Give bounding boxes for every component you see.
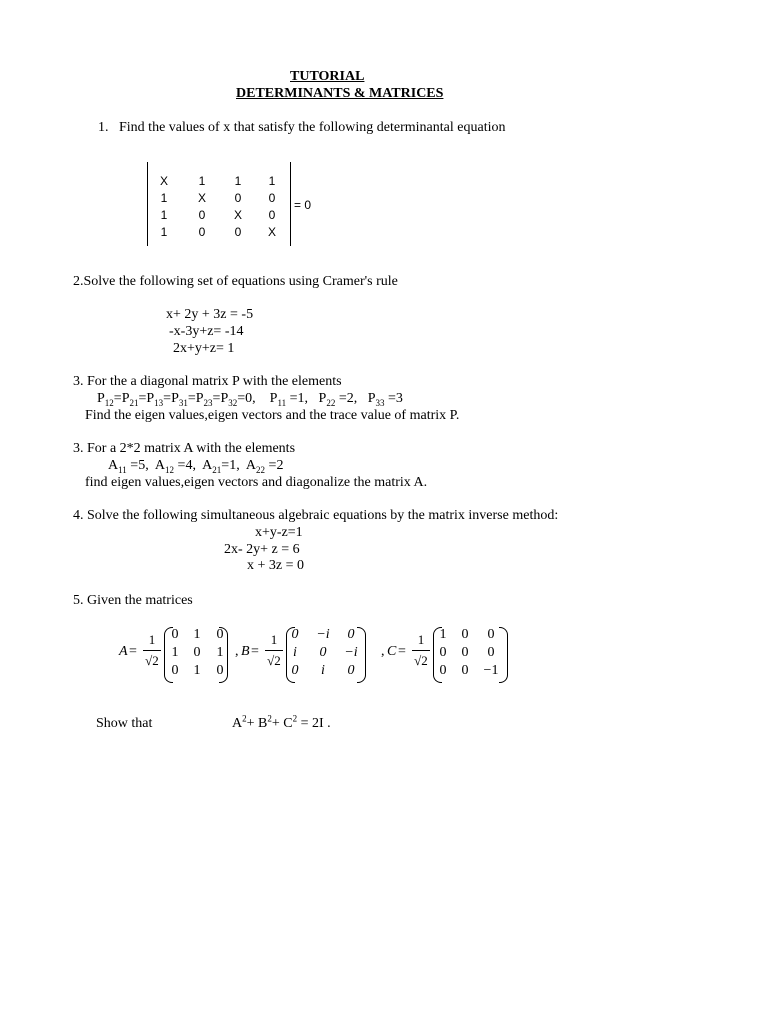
matrix-b <box>235 626 370 682</box>
matrix-cell: −i <box>316 627 330 642</box>
q3a-p11: =1, <box>289 391 309 406</box>
q3b-a22: =2 <box>268 458 284 473</box>
fraction-bar <box>143 650 161 651</box>
q4-text: 4. Solve the following simultaneous algebraic equations by the matrix inverse method: <box>73 508 559 523</box>
matrix-cell: 1 <box>439 627 447 642</box>
matrix-cell: 0 <box>216 663 224 678</box>
q3b-a11: =5, <box>130 458 149 473</box>
matrix-cell: 0 <box>171 627 179 642</box>
det-cell: 0 <box>198 225 206 239</box>
matrix-cell: 0 <box>291 663 299 678</box>
q3a-elements: $P_{12}=P_{21}=P_{13}=P_{31}=P_{23}=P_{32}=0$, $P_{11} =1$, $P_{22} =2$, $P_{33} =3$ <box>97 391 403 408</box>
right-paren <box>219 627 228 683</box>
q1-number: 1. <box>98 120 109 135</box>
det-cell: 0 <box>198 208 206 222</box>
q3b-task: find eigen values,eigen vectors and diagonalize the matrix A. <box>85 475 428 490</box>
comma: , <box>235 644 239 659</box>
det-row <box>148 207 290 223</box>
det-cell: 1 <box>160 191 168 205</box>
det-cell: X <box>159 174 168 188</box>
matrix-cell: 1 <box>171 645 179 660</box>
det-cell: X <box>233 208 242 222</box>
q4-eq2: 2x- 2y+ z = 6 <box>224 542 300 557</box>
fraction-denominator: √2 <box>267 653 281 668</box>
matrix-cell: 0 <box>461 663 469 678</box>
matrix-a <box>119 626 229 682</box>
matrix-b-label: B <box>241 644 250 659</box>
matrix-cell: 1 <box>193 663 201 678</box>
matrix-a-label: A <box>119 644 128 659</box>
q3a-p22: =2, <box>338 391 358 406</box>
fraction-denominator: √2 <box>145 653 159 668</box>
det-cell: X <box>267 225 276 239</box>
matrix-cell: 0 <box>487 627 495 642</box>
matrix-cell: 0 <box>347 663 355 678</box>
q2-eq3: 2x+y+z= 1 <box>173 341 235 356</box>
matrix-cell: 0 <box>487 645 495 660</box>
q5-show-label: Show that <box>96 716 153 731</box>
fraction-bar <box>265 650 283 651</box>
matrix-cell: i <box>321 663 325 678</box>
matrix-cell: 1 <box>193 627 201 642</box>
matrix-cell: 0 <box>439 663 447 678</box>
q1-determinant <box>147 162 291 246</box>
q5-identity: $A^2+ B^2+ C^2 = 2I$ . <box>232 713 331 731</box>
matrix-cell: 0 <box>216 627 224 642</box>
matrix-c-label: C <box>387 644 397 659</box>
fraction-numerator: 1 <box>270 632 278 647</box>
matrix-cell: 0 <box>461 627 469 642</box>
matrix-cell: 0 <box>461 645 469 660</box>
matrix-cell: 0 <box>193 645 201 660</box>
matrix-cell: 0 <box>319 645 327 660</box>
tutorial-title: TUTORIAL <box>290 69 365 84</box>
fraction-bar <box>412 650 430 651</box>
det-cell: 1 <box>160 208 168 222</box>
det-row <box>148 224 290 240</box>
matrix-cell: 0 <box>291 627 299 642</box>
q3a-p33: =3 <box>388 391 403 406</box>
q3b-text: 3. For a 2*2 matrix A with the elements <box>73 441 296 456</box>
det-cell: X <box>197 191 206 205</box>
det-cell: 1 <box>198 174 206 188</box>
matrix-cell: 0 <box>171 663 179 678</box>
q3b-elements: $A_{11} =5$, $A_{12} =4$, $A_{21}=1$, $A_{22} =2$ <box>108 458 284 475</box>
equals-sign: = <box>251 644 259 659</box>
tutorial-subtitle: DETERMINANTS & MATRICES <box>236 86 444 101</box>
q3a-text: 3. For the a diagonal matrix P with the elements <box>73 374 342 389</box>
q5-text: 5. Given the matrices <box>73 593 193 608</box>
fraction-numerator: 1 <box>417 632 425 647</box>
q1-equals-zero: = 0 <box>294 198 312 212</box>
matrix-cell: i <box>293 645 297 660</box>
right-paren <box>499 627 508 683</box>
det-cell: 0 <box>234 225 242 239</box>
q2-text: 2.Solve the following set of equations using Cramer's rule <box>73 274 398 289</box>
det-cell: 1 <box>268 174 276 188</box>
det-cell: 0 <box>268 208 276 222</box>
matrix-c <box>381 626 511 682</box>
det-cell: 0 <box>268 191 276 205</box>
equals-sign: = <box>398 644 406 659</box>
q4-eq1: x+y-z=1 <box>255 525 303 540</box>
right-paren <box>357 627 366 683</box>
fraction-numerator: 1 <box>148 632 156 647</box>
q3b-a21: =1, <box>221 458 240 473</box>
q1-text: Find the values of x that satisfy the following determinantal equation <box>119 120 506 135</box>
det-cell: 1 <box>160 225 168 239</box>
q3a-task: Find the eigen values,eigen vectors and the trace value of matrix P. <box>85 408 460 423</box>
q2-eq2: -x-3y+z= -14 <box>169 324 244 339</box>
matrix-cell: −1 <box>483 663 499 678</box>
equals-sign: = <box>129 644 137 659</box>
matrix-cell: −i <box>344 645 358 660</box>
det-cell: 1 <box>234 174 242 188</box>
det-cell: 0 <box>234 191 242 205</box>
q5-identity-rhs: = 2I . <box>300 716 331 731</box>
q4-eq3: x + 3z = 0 <box>247 558 305 573</box>
q3b-a12: =4, <box>177 458 196 473</box>
matrix-cell: 0 <box>439 645 447 660</box>
matrix-cell: 0 <box>347 627 355 642</box>
comma: , <box>381 644 385 659</box>
det-row <box>148 190 290 206</box>
q2-eq1: x+ 2y + 3z = -5 <box>166 307 254 322</box>
matrix-cell: 1 <box>216 645 224 660</box>
fraction-denominator: √2 <box>414 653 428 668</box>
det-row <box>148 173 290 189</box>
q3a-zero: =0, <box>237 391 256 406</box>
